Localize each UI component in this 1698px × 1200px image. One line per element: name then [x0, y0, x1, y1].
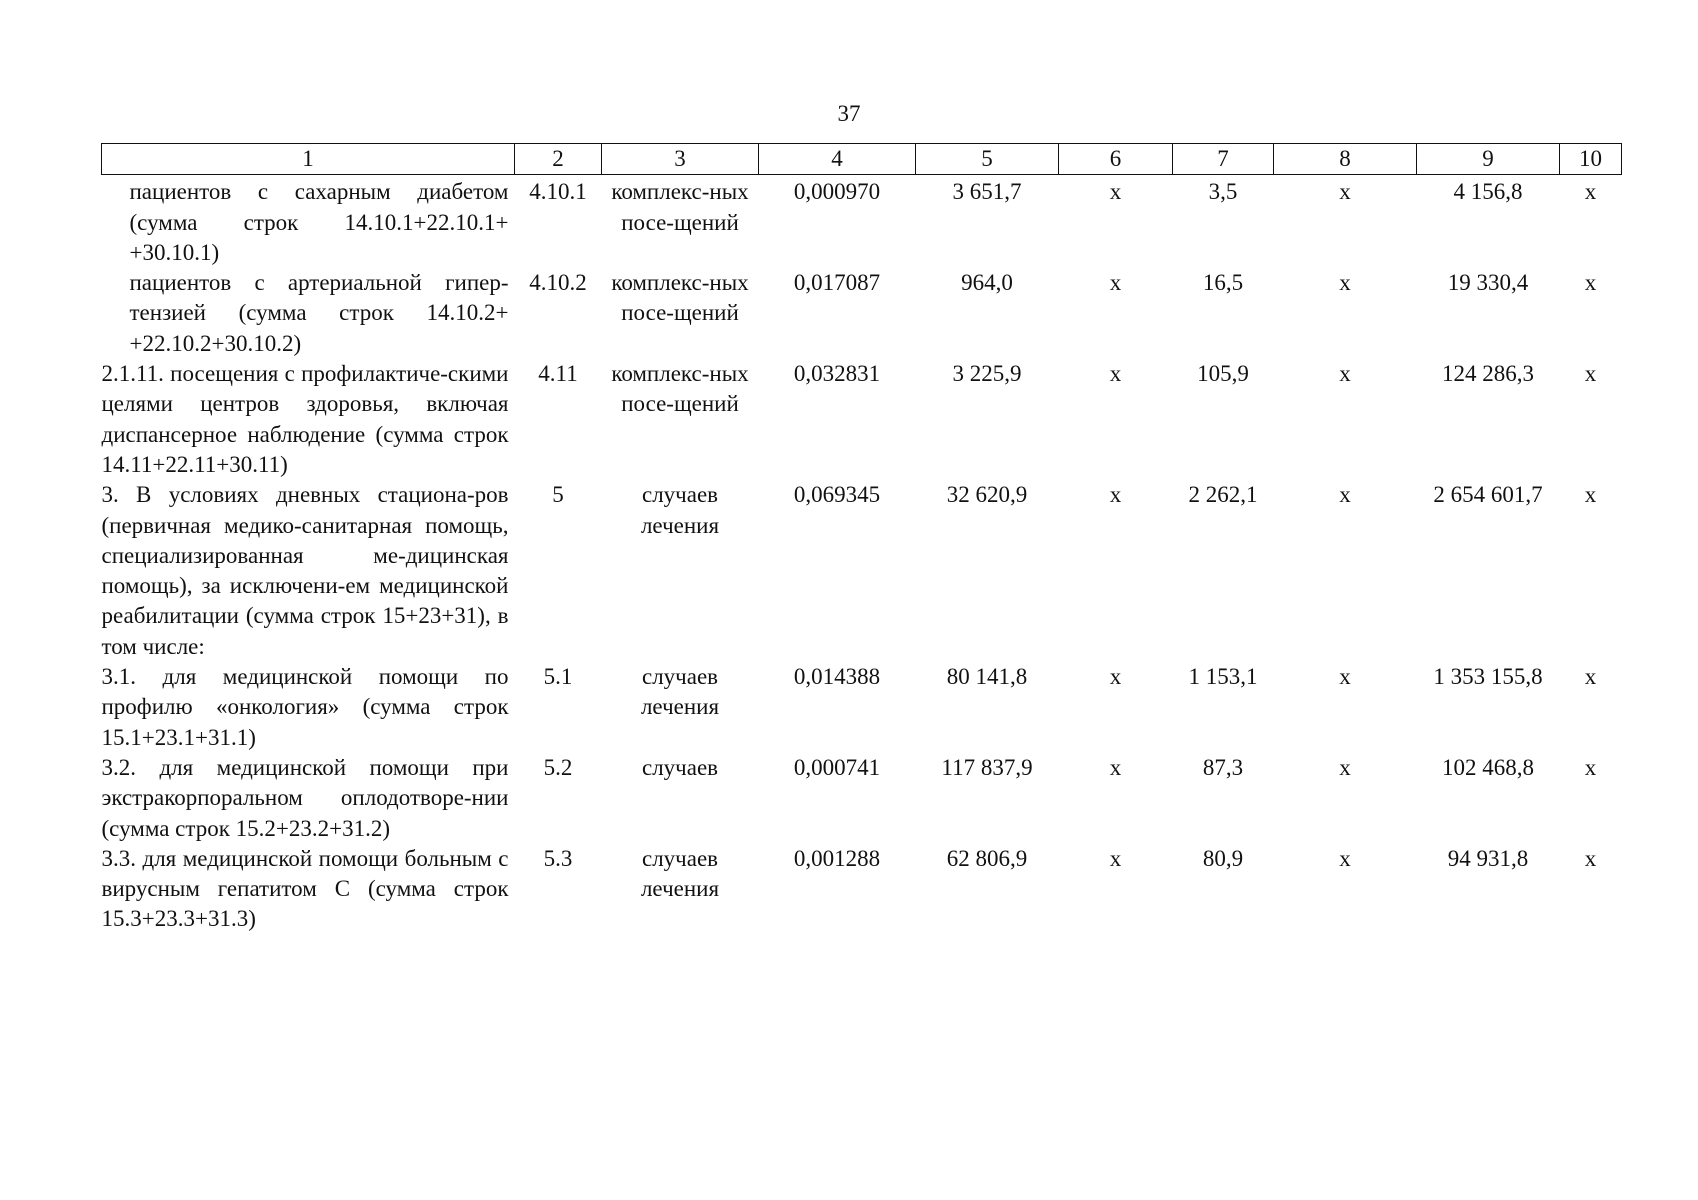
row-unit: комплекс-ных посе-щений — [611, 270, 749, 326]
cell-col10: х — [1584, 361, 1597, 387]
cell-col7: 80,9 — [1202, 845, 1244, 871]
cell-col6: х — [1109, 754, 1122, 780]
row-unit: случаев лечения — [640, 482, 720, 538]
column-header: 1 — [102, 144, 515, 175]
column-header: 4 — [759, 144, 916, 175]
cell-col9: 124 286,3 — [1442, 361, 1534, 387]
cell-col4: 0,069345 — [793, 482, 881, 508]
cell-col8: х — [1339, 664, 1351, 690]
cell-col5: 3 225,9 — [952, 361, 1022, 387]
cell-col7: 1 153,1 — [1188, 664, 1258, 690]
cell-col8: х — [1339, 754, 1351, 780]
row-unit: комплекс-ных посе-щений — [611, 361, 749, 417]
row-code: 5.3 — [543, 845, 573, 871]
cell-col10: х — [1584, 179, 1597, 205]
row-unit: случаев лечения — [640, 664, 720, 720]
cell-col10: х — [1584, 845, 1597, 871]
column-header: 5 — [916, 144, 1059, 175]
page-number: 37 — [837, 101, 861, 126]
cell-col10: х — [1584, 754, 1597, 780]
row-description: 3.3. для медицинской помощи больным с вирусным гепатитом С (сумма строк 15.3+23.3+31.3) — [101, 845, 509, 932]
cell-col4: 0,000741 — [793, 754, 881, 780]
row-description: 3. В условиях дневных стациона-ров (первичная медико-санитарная помощь, специализированная ме-дицинская помощь), за исключени-ем медицинской реабилитации (сумма строк 15+23+31), в том числе: — [101, 482, 509, 659]
column-header: 6 — [1059, 144, 1173, 175]
cell-col9: 4 156,8 — [1453, 179, 1523, 205]
column-header: 2 — [515, 144, 602, 175]
cell-col7: 16,5 — [1202, 270, 1244, 296]
cell-col7: 105,9 — [1197, 361, 1249, 387]
cell-col9: 19 330,4 — [1447, 270, 1529, 296]
cell-col10: х — [1584, 270, 1597, 296]
row-code: 4.10.2 — [529, 270, 587, 296]
cell-col6: х — [1109, 845, 1122, 871]
cell-col4: 0,017087 — [793, 270, 881, 296]
cell-col7: 87,3 — [1202, 754, 1244, 780]
cell-col9: 102 468,8 — [1442, 754, 1534, 780]
column-header: 8 — [1274, 144, 1417, 175]
cell-col5: 80 141,8 — [946, 664, 1028, 690]
cell-col9: 2 654 601,7 — [1433, 482, 1543, 508]
column-header: 10 — [1560, 144, 1622, 175]
cell-col8: х — [1339, 270, 1351, 296]
row-description: 3.1. для медицинской помощи по профилю «онкология» (сумма строк 15.1+23.1+31.1) — [101, 664, 509, 750]
row-unit: комплекс-ных посе-щений — [611, 179, 749, 235]
cell-col7: 3,5 — [1208, 179, 1238, 205]
cell-col9: 1 353 155,8 — [1433, 664, 1543, 690]
cell-col5: 3 651,7 — [952, 179, 1022, 205]
cell-col6: х — [1109, 270, 1122, 296]
row-unit: случаев — [641, 754, 719, 780]
cell-col8: х — [1339, 845, 1351, 871]
column-header: 7 — [1173, 144, 1274, 175]
row-code: 4.11 — [538, 361, 578, 387]
table-row — [102, 175, 1622, 268]
column-header-row — [102, 144, 1622, 175]
table-row — [102, 753, 1622, 844]
cell-col6: х — [1109, 179, 1122, 205]
cell-col8: х — [1339, 482, 1351, 508]
cell-col10: х — [1584, 664, 1597, 690]
data-table — [101, 143, 1622, 935]
row-code: 5 — [552, 482, 564, 508]
cell-col5: 117 837,9 — [941, 754, 1033, 780]
table-row — [102, 268, 1622, 359]
cell-col4: 0,014388 — [793, 664, 881, 690]
column-header: 3 — [602, 144, 759, 175]
table-row — [102, 359, 1622, 480]
table-row — [102, 480, 1622, 662]
row-code: 5.2 — [543, 754, 573, 780]
cell-col4: 0,001288 — [793, 845, 881, 871]
table-row — [102, 844, 1622, 935]
row-description: 3.2. для медицинской помощи при экстракорпоральном оплодотворе-нии (сумма строк 15.2+23.2+31.2) — [101, 754, 509, 841]
row-description: 2.1.11. посещения с профилактиче-скими целями центров здоровья, включая диспансерное наблюдение (сумма строк 14.11+22.11+30.11) — [101, 361, 509, 477]
cell-col8: х — [1339, 179, 1351, 205]
column-header: 9 — [1417, 144, 1560, 175]
cell-col4: 0,000970 — [793, 179, 881, 205]
cell-col4: 0,032831 — [793, 361, 881, 387]
cell-col10: х — [1584, 482, 1597, 508]
table-row — [102, 662, 1622, 753]
cell-col5: 964,0 — [961, 270, 1013, 296]
cell-col5: 32 620,9 — [946, 482, 1028, 508]
cell-col6: х — [1109, 664, 1122, 690]
row-code: 4.10.1 — [529, 179, 587, 205]
cell-col8: х — [1339, 361, 1351, 387]
row-description: пациентов с сахарным диабетом (сумма строк 14.10.1+22.10.1+ +30.10.1) — [129, 179, 509, 265]
cell-col7: 2 262,1 — [1188, 482, 1258, 508]
cell-col9: 94 931,8 — [1447, 845, 1529, 871]
row-unit: случаев лечения — [640, 845, 720, 902]
row-code: 5.1 — [543, 664, 573, 690]
row-description: пациентов с артериальной гипер-тензией (сумма строк 14.10.2+ +22.10.2+30.10.2) — [129, 270, 509, 356]
cell-col6: х — [1109, 361, 1122, 387]
cell-col5: 62 806,9 — [946, 845, 1028, 871]
cell-col6: х — [1109, 482, 1122, 508]
